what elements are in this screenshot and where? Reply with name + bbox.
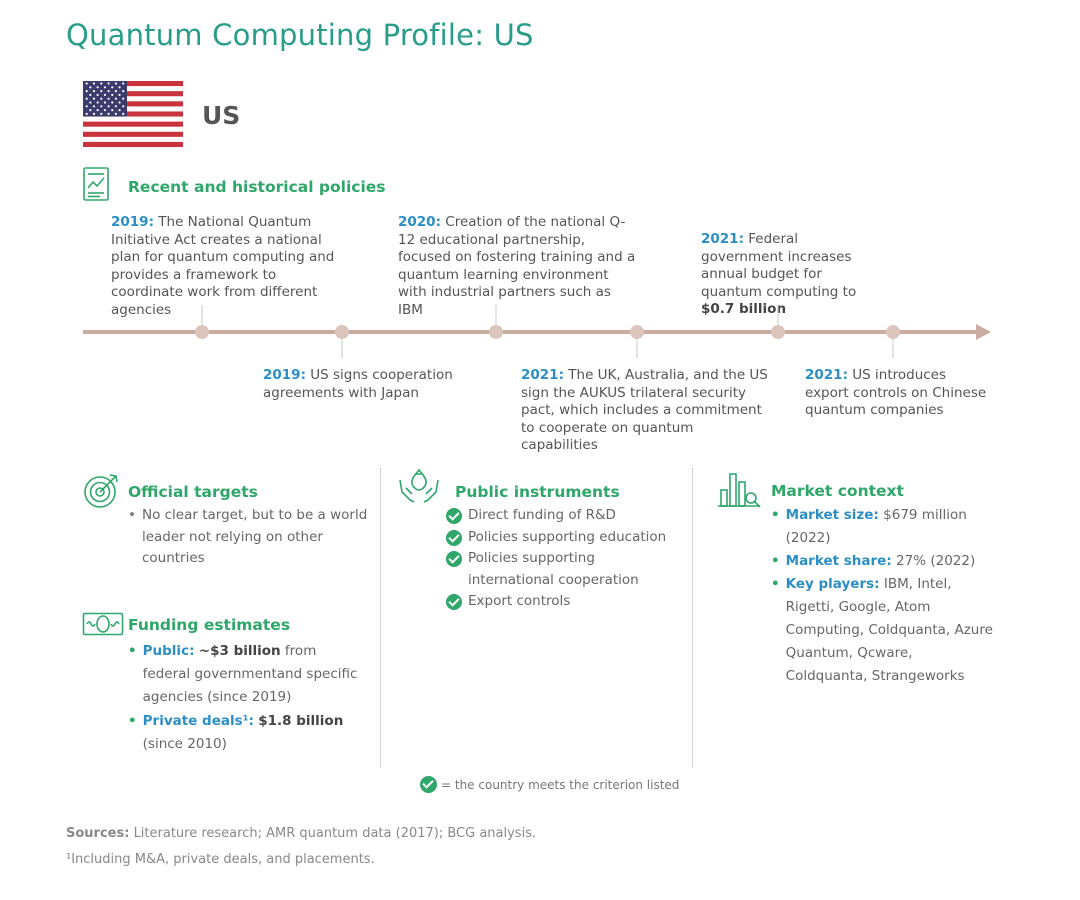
- footnote: ¹Including M&A, private deals, and placements.: [66, 852, 375, 867]
- flag-star: [122, 105, 124, 107]
- country-name: US: [202, 101, 241, 130]
- instrument-item: [446, 505, 676, 527]
- policies-heading: Recent and historical policies: [128, 178, 386, 196]
- check-icon: [446, 508, 462, 524]
- market-size-item: [771, 504, 996, 550]
- flag-star: [111, 86, 113, 88]
- timeline-marker: [489, 325, 503, 339]
- flag-star: [86, 82, 88, 84]
- official-targets-heading: Official targets: [128, 483, 258, 501]
- instruments-heading: Public instruments: [455, 483, 620, 501]
- event-amount: $0.7 billion: [701, 301, 787, 317]
- flag-star: [89, 86, 91, 88]
- instruments-list: [446, 505, 676, 613]
- official-targets-item: [128, 505, 373, 570]
- instrument-item: [446, 591, 676, 613]
- market-chart-icon: [716, 470, 762, 514]
- flag-star: [122, 90, 124, 92]
- flag-star: [115, 105, 117, 107]
- market-size-value: $679 million (2022): [785, 507, 967, 546]
- flag-star: [89, 94, 91, 96]
- market-players-item: [771, 573, 996, 688]
- flag-star: [104, 86, 106, 88]
- flag-star: [118, 101, 120, 103]
- market-players-value: IBM, Intel, Rigetti, Google, Atom Computing, Coldquanta, Azure Quantum, Qcware, Coldquanta, Strangeworks: [785, 576, 993, 684]
- flag-star: [100, 90, 102, 92]
- timeline-marker: [886, 325, 900, 339]
- flag-star: [97, 86, 99, 88]
- flag-star: [108, 82, 110, 84]
- hands-money-icon: [398, 466, 440, 506]
- bullet-icon: •: [128, 713, 137, 729]
- flag-star: [86, 105, 88, 107]
- flag-star: [100, 113, 102, 115]
- event-text: The National Quantum Initiative Act creates a national plan for quantum computing and provides a framework to coordinate work from different agencies: [111, 214, 335, 318]
- flag-star: [93, 113, 95, 115]
- flag-star: [108, 105, 110, 107]
- flag-star: [100, 98, 102, 100]
- funding-private-text: (since 2010): [142, 736, 227, 752]
- sources-text: Literature research; AMR quantum data (2017); BCG analysis.: [133, 826, 537, 841]
- check-icon: [420, 776, 437, 793]
- event-year: 2021:: [521, 367, 564, 383]
- event-year: 2021:: [701, 231, 744, 247]
- instrument-item: [446, 548, 676, 591]
- flag-star: [115, 113, 117, 115]
- flag-star: [104, 101, 106, 103]
- bullet-icon: •: [128, 643, 137, 659]
- timeline-marker: [771, 325, 785, 339]
- flag-star: [108, 98, 110, 100]
- flag-star: [97, 109, 99, 111]
- column-divider: [692, 468, 693, 768]
- timeline-event-2019-japan: [263, 367, 453, 402]
- flag-star: [104, 94, 106, 96]
- bullet-icon: •: [771, 576, 780, 592]
- sources-label: Sources:: [66, 826, 130, 841]
- flag-star: [97, 94, 99, 96]
- check-icon: [446, 551, 462, 567]
- flag-star: [115, 82, 117, 84]
- instrument-text: Export controls: [468, 593, 571, 609]
- flag-star: [118, 109, 120, 111]
- funding-private-label: Private deals¹:: [142, 713, 254, 729]
- bullet-icon: •: [771, 507, 780, 523]
- funding-private: [128, 710, 368, 756]
- timeline-marker: [195, 325, 209, 339]
- timeline-marker: [335, 325, 349, 339]
- market-share-value: 27% (2022): [896, 553, 976, 569]
- sources: [66, 826, 536, 841]
- funding-private-value: $1.8 billion: [258, 713, 344, 729]
- event-text: US introduces export controls on Chinese quantum companies: [805, 367, 987, 418]
- flag-star: [93, 98, 95, 100]
- event-text: US signs cooperation agreements with Japan: [263, 367, 453, 401]
- instrument-item: [446, 527, 676, 549]
- timeline-arrowhead: [976, 324, 991, 340]
- target-icon: [82, 470, 122, 510]
- flag-star: [97, 101, 99, 103]
- check-icon: [446, 594, 462, 610]
- market-size-label: Market size:: [785, 507, 879, 523]
- event-text: The UK, Australia, and the US sign the AUKUS trilateral security pact, which includes a commitment to cooperate on quantum capabilities: [521, 367, 768, 453]
- flag-star: [89, 109, 91, 111]
- flag-star: [111, 101, 113, 103]
- flag-star: [115, 90, 117, 92]
- flag-star: [100, 105, 102, 107]
- flag-star: [93, 90, 95, 92]
- flag-star: [104, 109, 106, 111]
- event-text: Federal government increases annual budget for quantum computing to: [701, 231, 857, 300]
- instrument-text: Direct funding of R&D: [468, 507, 616, 523]
- event-year: 2019:: [263, 367, 306, 383]
- flag-star: [93, 82, 95, 84]
- instrument-text: Policies supporting international cooperation: [468, 550, 639, 588]
- bullet-icon: •: [128, 507, 136, 523]
- market-list: [771, 504, 996, 688]
- timeline-event-2021-export: [805, 367, 990, 420]
- timeline-marker: [630, 325, 644, 339]
- event-text: Creation of the national Q-12 educational partnership, focused on fostering training and a quantum learning environment with industrial partners such as IBM: [398, 214, 636, 318]
- flag-star: [111, 109, 113, 111]
- us-flag: [83, 81, 183, 147]
- legend: [420, 776, 679, 793]
- market-players-label: Key players:: [785, 576, 880, 592]
- check-icon: [446, 530, 462, 546]
- flag-star: [108, 113, 110, 115]
- flag-star: [118, 86, 120, 88]
- flag-star: [89, 101, 91, 103]
- page-title: Quantum Computing Profile: US: [66, 18, 534, 52]
- market-share-item: [771, 550, 996, 573]
- funding-public-text: from federal governmentand specific agencies (since 2019): [142, 643, 358, 705]
- bullet-icon: •: [771, 553, 780, 569]
- flag-star: [118, 94, 120, 96]
- flag-star: [111, 94, 113, 96]
- flag-star: [100, 82, 102, 84]
- instrument-text: Policies supporting education: [468, 528, 667, 545]
- flag-star: [93, 105, 95, 107]
- timeline-event-2021-aukus: [521, 367, 771, 455]
- flag-star: [115, 98, 117, 100]
- flag-star: [108, 90, 110, 92]
- flag-star: [122, 113, 124, 115]
- target-text: No clear target, but to be a world leader not relying on other countries: [141, 507, 368, 566]
- flag-star: [122, 98, 124, 100]
- funding-heading: Funding estimates: [128, 616, 291, 634]
- timeline: [80, 300, 1000, 360]
- market-share-label: Market share:: [785, 553, 892, 569]
- event-year: 2020:: [398, 214, 441, 230]
- event-year: 2019:: [111, 214, 154, 230]
- money-icon: [82, 612, 124, 636]
- flag-star: [122, 82, 124, 84]
- event-year: 2021:: [805, 367, 848, 383]
- funding-public-label: Public:: [142, 643, 195, 659]
- column-divider: [380, 468, 381, 768]
- funding-public: [128, 640, 368, 709]
- funding-public-value: ~$3 billion: [198, 643, 281, 659]
- market-heading: Market context: [771, 482, 904, 500]
- legend-text: = the country meets the criterion listed: [441, 777, 680, 792]
- flag-star: [86, 113, 88, 115]
- flag-star: [86, 90, 88, 92]
- document-icon: [82, 166, 110, 202]
- flag-star: [86, 98, 88, 100]
